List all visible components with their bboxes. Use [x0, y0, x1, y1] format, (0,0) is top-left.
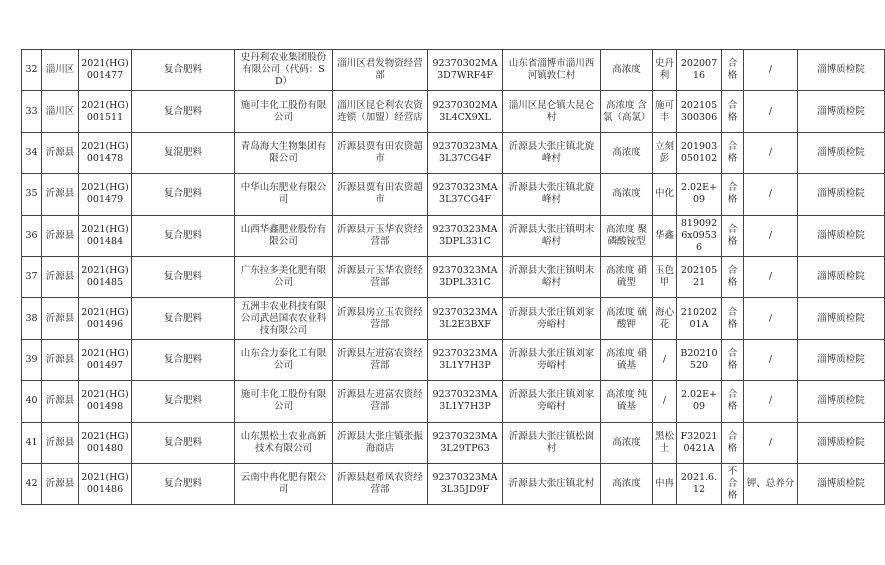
credit-code-cell: 92370323MA3L35JD9F: [428, 463, 503, 504]
failed-items-cell: /: [744, 339, 798, 380]
seller-cell: 沂源县贾有田农资超市: [333, 174, 428, 215]
product-type-cell: 复合肥料: [132, 174, 235, 215]
manufacturer-cell: 广东拉多美化肥有限公司: [235, 256, 333, 297]
sample-code-cell: 2021(HG)001478: [79, 132, 132, 173]
brand-cell: 玉色甲: [653, 256, 677, 297]
table-body: [22, 50, 885, 505]
district-cell: 沂源县: [42, 422, 79, 463]
spec-cell: 高浓度 聚磷酸铵型: [601, 215, 653, 256]
manufacturer-cell: 云南中冉化肥有限公司: [235, 463, 333, 504]
batch-cell: 21020201A: [677, 298, 722, 339]
brand-cell: 施可丰: [653, 91, 677, 132]
spec-cell: 高浓度 硫酸钾: [601, 298, 653, 339]
table-row: [22, 381, 885, 422]
seller-cell: 沂源县房立玉农资经营部: [333, 298, 428, 339]
row-number-cell: 35: [22, 174, 42, 215]
seller-cell: 沂源县亓玉华农资经营部: [333, 256, 428, 297]
row-number-cell: 37: [22, 256, 42, 297]
seller-cell: 淄川区君发物资经营部: [333, 50, 428, 91]
spec-cell: 高浓度: [601, 132, 653, 173]
spec-cell: 高浓度 含氯（高氯）: [601, 91, 653, 132]
result-cell: 合格: [722, 174, 744, 215]
brand-cell: 史丹利: [653, 50, 677, 91]
brand-cell: 华鑫: [653, 215, 677, 256]
credit-code-cell: 92370323MA3DPL331C: [428, 215, 503, 256]
failed-items-cell: /: [744, 91, 798, 132]
manufacturer-cell: 山东合力泰化工有限公司: [235, 339, 333, 380]
seller-cell: 淄川区昆仑利农农资连锁（加盟）经营店: [333, 91, 428, 132]
failed-items-cell: /: [744, 422, 798, 463]
failed-items-cell: /: [744, 298, 798, 339]
result-cell: 不合格: [722, 463, 744, 504]
seller-cell: 沂源县贾有田农资超市: [333, 132, 428, 173]
row-number-cell: 39: [22, 339, 42, 380]
table-row: [22, 339, 885, 380]
district-cell: 沂源县: [42, 174, 79, 215]
result-cell: 合格: [722, 339, 744, 380]
table-row: [22, 298, 885, 339]
product-type-cell: 复合肥料: [132, 422, 235, 463]
inspection-org-cell: 淄博质检院: [798, 463, 885, 504]
seller-cell: 沂源县赵希凤农资经营部: [333, 463, 428, 504]
inspection-table: [21, 49, 885, 505]
row-number-cell: 40: [22, 381, 42, 422]
address-cell: 沂源县大张庄镇刘家旁峪村: [503, 298, 601, 339]
inspection-org-cell: 淄博质检院: [798, 422, 885, 463]
result-cell: 合格: [722, 422, 744, 463]
district-cell: 沂源县: [42, 215, 79, 256]
address-cell: 沂源县大张庄镇北旋峰村: [503, 132, 601, 173]
spec-cell: 高浓度: [601, 174, 653, 215]
spec-cell: 高浓度: [601, 463, 653, 504]
sample-code-cell: 2021(HG)001484: [79, 215, 132, 256]
sample-code-cell: 2021(HG)001485: [79, 256, 132, 297]
failed-items-cell: /: [744, 381, 798, 422]
district-cell: 沂源县: [42, 381, 79, 422]
sample-code-cell: 2021(HG)001511: [79, 91, 132, 132]
batch-cell: 202105300306: [677, 91, 722, 132]
table-row: [22, 174, 885, 215]
table-row: [22, 422, 885, 463]
failed-items-cell: /: [744, 132, 798, 173]
address-cell: 沂源县大张庄镇北村: [503, 463, 601, 504]
address-cell: 山东省淄博市淄川西河镇敦仁村: [503, 50, 601, 91]
credit-code-cell: 92370323MA3L37CG4F: [428, 132, 503, 173]
seller-cell: 沂源县左进富农资经营部: [333, 381, 428, 422]
sample-code-cell: 2021(HG)001496: [79, 298, 132, 339]
product-type-cell: 复合肥料: [132, 215, 235, 256]
batch-cell: 2.02E+09: [677, 381, 722, 422]
result-cell: 合格: [722, 215, 744, 256]
spec-cell: 高浓度: [601, 422, 653, 463]
sample-code-cell: 2021(HG)001497: [79, 339, 132, 380]
brand-cell: /: [653, 339, 677, 380]
manufacturer-cell: 山东黑松土农业高新技术有限公司: [235, 422, 333, 463]
district-cell: 淄川区: [42, 91, 79, 132]
batch-cell: 201903050102: [677, 132, 722, 173]
address-cell: 沂源县大张庄镇明末峪村: [503, 256, 601, 297]
batch-cell: 2.02E+09: [677, 174, 722, 215]
seller-cell: 沂源县左进富农资经营部: [333, 339, 428, 380]
brand-cell: /: [653, 381, 677, 422]
manufacturer-cell: 史丹利农业集团股份有限公司（代码：SD）: [235, 50, 333, 91]
row-number-cell: 38: [22, 298, 42, 339]
table-row: [22, 132, 885, 173]
district-cell: 沂源县: [42, 132, 79, 173]
sample-code-cell: 2021(HG)001486: [79, 463, 132, 504]
sample-code-cell: 2021(HG)001477: [79, 50, 132, 91]
spec-cell: 高浓度 硝硫型: [601, 256, 653, 297]
result-cell: 合格: [722, 50, 744, 91]
address-cell: 沂源县大张庄镇北旋峰村: [503, 174, 601, 215]
credit-code-cell: 92370323MA3L29TP63: [428, 422, 503, 463]
row-number-cell: 36: [22, 215, 42, 256]
sample-code-cell: 2021(HG)001480: [79, 422, 132, 463]
result-cell: 合格: [722, 132, 744, 173]
result-cell: 合格: [722, 256, 744, 297]
manufacturer-cell: 五洲丰农业科技有限公司武邑国农农业科技有限公司: [235, 298, 333, 339]
seller-cell: 沂源县亓玉华农资经营部: [333, 215, 428, 256]
table-row: [22, 215, 885, 256]
spec-cell: 高浓度: [601, 50, 653, 91]
brand-cell: 中化: [653, 174, 677, 215]
address-cell: 沂源县大张庄镇明末峪村: [503, 215, 601, 256]
inspection-org-cell: 淄博质检院: [798, 215, 885, 256]
credit-code-cell: 92370323MA3DPL331C: [428, 256, 503, 297]
failed-items-cell: /: [744, 50, 798, 91]
district-cell: 沂源县: [42, 256, 79, 297]
batch-cell: F320210421A: [677, 422, 722, 463]
batch-cell: 8190926x09536: [677, 215, 722, 256]
product-type-cell: 复合肥料: [132, 298, 235, 339]
inspection-org-cell: 淄博质检院: [798, 50, 885, 91]
district-cell: 沂源县: [42, 298, 79, 339]
address-cell: 沂源县大张庄镇松崮村: [503, 422, 601, 463]
sample-code-cell: 2021(HG)001498: [79, 381, 132, 422]
result-cell: 合格: [722, 381, 744, 422]
row-number-cell: 42: [22, 463, 42, 504]
inspection-org-cell: 淄博质检院: [798, 256, 885, 297]
result-cell: 合格: [722, 91, 744, 132]
spec-cell: 高浓度 纯硫基: [601, 381, 653, 422]
table-row: [22, 50, 885, 91]
brand-cell: 立刻彭: [653, 132, 677, 173]
manufacturer-cell: 中华山东肥业有限公司: [235, 174, 333, 215]
inspection-org-cell: 淄博质检院: [798, 381, 885, 422]
inspection-org-cell: 淄博质检院: [798, 339, 885, 380]
credit-code-cell: 92370302MA3L4CX9XL: [428, 91, 503, 132]
batch-cell: 20210521: [677, 256, 722, 297]
brand-cell: 中冉: [653, 463, 677, 504]
credit-code-cell: 92370323MA3L37CG4F: [428, 174, 503, 215]
inspection-org-cell: 淄博质检院: [798, 132, 885, 173]
product-type-cell: 复合肥料: [132, 381, 235, 422]
manufacturer-cell: 青岛海大生物集团有限公司: [235, 132, 333, 173]
row-number-cell: 34: [22, 132, 42, 173]
failed-items-cell: 钾、总养分: [744, 463, 798, 504]
batch-cell: B20210520: [677, 339, 722, 380]
spec-cell: 高浓度 硝硫基: [601, 339, 653, 380]
manufacturer-cell: 山西华鑫肥业股份有限公司: [235, 215, 333, 256]
row-number-cell: 32: [22, 50, 42, 91]
district-cell: 淄川区: [42, 50, 79, 91]
inspection-org-cell: 淄博质检院: [798, 298, 885, 339]
address-cell: 沂源县大张庄镇刘家旁峪村: [503, 339, 601, 380]
product-type-cell: 复混肥料: [132, 132, 235, 173]
product-type-cell: 复合肥料: [132, 91, 235, 132]
inspection-org-cell: 淄博质检院: [798, 91, 885, 132]
failed-items-cell: /: [744, 215, 798, 256]
brand-cell: 海心花: [653, 298, 677, 339]
manufacturer-cell: 施可丰化工股份有限公司: [235, 381, 333, 422]
product-type-cell: 复合肥料: [132, 50, 235, 91]
product-type-cell: 复合肥料: [132, 256, 235, 297]
batch-cell: 20200716: [677, 50, 722, 91]
district-cell: 沂源县: [42, 339, 79, 380]
product-type-cell: 复合肥料: [132, 339, 235, 380]
table-row: [22, 91, 885, 132]
credit-code-cell: 92370323MA3L1Y7H3P: [428, 381, 503, 422]
address-cell: 淄川区昆仑镇大昆仑村: [503, 91, 601, 132]
batch-cell: 2021.6.12: [677, 463, 722, 504]
credit-code-cell: 92370302MA3D7WRF4F: [428, 50, 503, 91]
product-type-cell: 复合肥料: [132, 463, 235, 504]
manufacturer-cell: 施可丰化工股份有限公司: [235, 91, 333, 132]
result-cell: 合格: [722, 298, 744, 339]
table-row: [22, 256, 885, 297]
failed-items-cell: /: [744, 174, 798, 215]
district-cell: 沂源县: [42, 463, 79, 504]
row-number-cell: 41: [22, 422, 42, 463]
address-cell: 沂源县大张庄镇刘家旁峪村: [503, 381, 601, 422]
seller-cell: 沂源县大张庄镇张振海商店: [333, 422, 428, 463]
credit-code-cell: 92370323MA3L1Y7H3P: [428, 339, 503, 380]
failed-items-cell: /: [744, 256, 798, 297]
sample-code-cell: 2021(HG)001479: [79, 174, 132, 215]
credit-code-cell: 92370323MA3L2E3BXF: [428, 298, 503, 339]
inspection-org-cell: 淄博质检院: [798, 174, 885, 215]
row-number-cell: 33: [22, 91, 42, 132]
brand-cell: 黑松土: [653, 422, 677, 463]
table-row: [22, 463, 885, 504]
